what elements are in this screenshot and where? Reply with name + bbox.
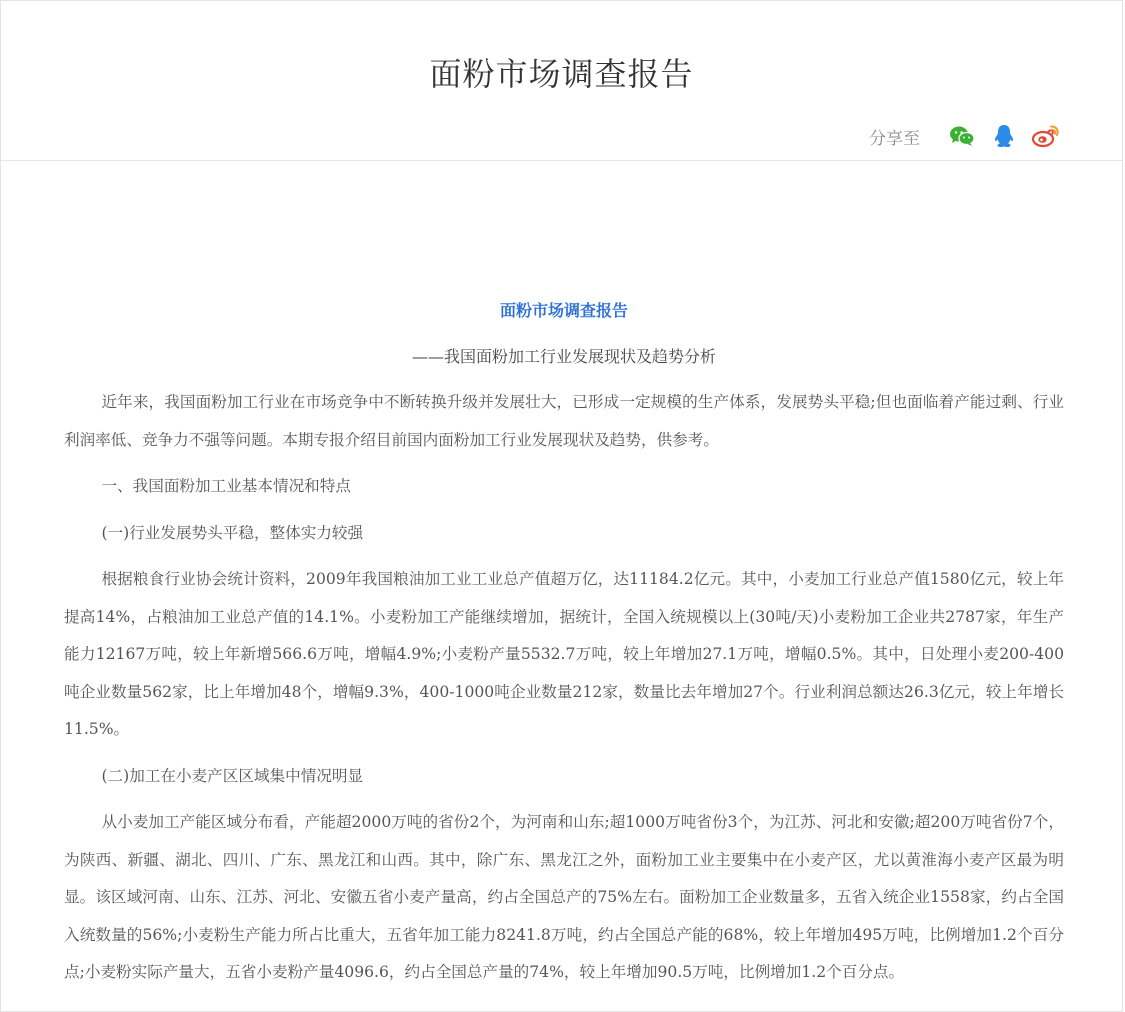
article-content (64, 293, 1064, 992)
page-title: 面粉市场调查报告 (429, 55, 694, 93)
paragraph-intro: 近年来，我国面粉加工行业在市场竞争中不断转换升级并发展壮大，已形成一定规模的生产体系，发展势头平稳;但也面临着产能过剩、行业利润率低、竞争力不强等问题。本期专报介绍目前国内面粉加工行业发展现状及趋势，供参考。 (64, 393, 1064, 449)
section-heading-1: 一、我国面粉加工业基本情况和特点 (101, 477, 351, 495)
header (1, 1, 1122, 161)
share-label: 分享至 (869, 128, 920, 149)
paragraph-statistics: 根据粮食行业协会统计资料，2009年我国粮油加工业工业总产值超万亿，达11184.2亿元。其中，小麦加工行业总产值1580亿元，较上年提高14%，占粮油加工业总产值的14.1%。小麦粉加工产能继续增加，据统计，全国入统规模以上(30吨/天)小麦粉加工企业共2787家，年生产能力12167万吨，较上年新增566.6万吨，增幅4.9%;小麦粉产量5532.7万吨，较上年增加27.1万吨，增幅0.5%。其中，日处理小麦200-400吨企业数量562家，比上年增加48个，增幅9.3%，400-1000吨企业数量212家，数量比去年增加27个。行业利润总额达26.3亿元，较上年增长11.5%。 (64, 570, 1064, 738)
subsection-heading-2: (二)加工在小麦产区区域集中情况明显 (101, 766, 364, 785)
subsection-heading-1: (一)行业发展势头平稳，整体实力较强 (101, 523, 364, 542)
weibo-icon[interactable] (1032, 122, 1060, 150)
qq-icon[interactable] (990, 122, 1018, 150)
share-bar (869, 122, 1060, 150)
paragraph-regional: 从小麦加工产能区域分布看，产能超2000万吨的省份2个，为河南和山东;超1000万吨省份3个，为江苏、河北和安徽;超200万吨省份7个，为陕西、新疆、湖北、四川、广东、黑龙江和山西。其中，除广东、黑龙江之外，面粉加工业主要集中在小麦产区，尤以黄淮海小麦产区最为明显。该区域河南、山东、江苏、河北、安徽五省小麦产量高，约占全国总产的75%左右。面粉加工企业数量多，五省入统企业1558家，约占全国入统数量的56%;小麦粉生产能力所占比重大，五省年加工能力8241.8万吨，约占全国总产能的68%，较上年增加495万吨，比例增加1.2个百分点;小麦粉实际产量大，五省小麦粉产量4096.6，约占全国总产量的74%，较上年增加90.5万吨，比例增加1.2个百分点。 (64, 813, 1064, 981)
article-subtitle: ——我国面粉加工行业发展现状及趋势分析 (411, 347, 716, 366)
wechat-icon[interactable] (948, 122, 976, 150)
article-title: 面粉市场调查报告 (499, 301, 628, 320)
